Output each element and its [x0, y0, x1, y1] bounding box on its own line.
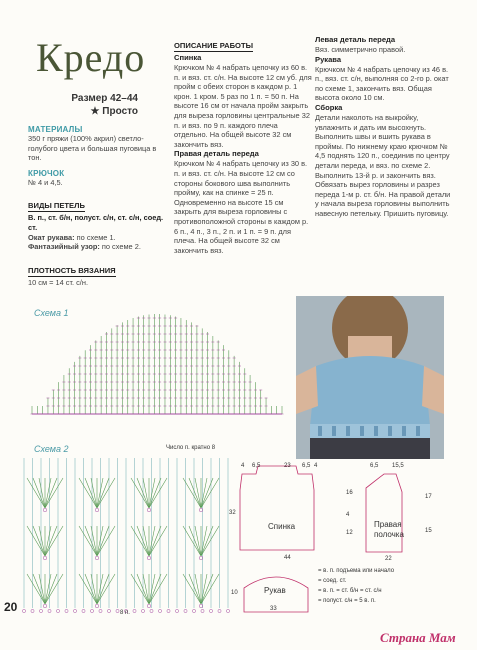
front-top-dim-2: 15,5: [392, 463, 404, 469]
difficulty-line: ★ Просто: [90, 106, 138, 117]
left-front-text: Вяз. симметрично правой.: [315, 45, 406, 54]
page-number: 20: [4, 600, 18, 614]
hook-text: № 4 и 4,5.: [28, 177, 63, 187]
back-top-dim-1: 4: [241, 463, 245, 469]
back-height-dim: 32: [229, 510, 236, 516]
back-top-dim-2: 6,5: [252, 463, 261, 469]
sleeve-cap-label: Окат рукава:: [28, 232, 75, 242]
fancy-pattern-text: по схеме 2.: [99, 242, 141, 252]
back-top-dim-4: 6,5: [302, 463, 311, 469]
front-label: Правая полочка: [374, 520, 404, 539]
back-top-dim-5: 4: [314, 463, 318, 469]
back-outline: [240, 466, 314, 550]
front-top-dim-1: 6,5: [370, 463, 379, 469]
sleeve-height-dim: 10: [231, 590, 238, 596]
right-column: [315, 35, 455, 219]
assembly-title: Сборка: [315, 102, 343, 112]
sleeves-title: Рукава: [315, 54, 342, 64]
sleeves-text: Крючком № 4 набрать цепочку из 46 в. п., вяз. ст. с/н, выполняя со 2-го р. окат по схеме 1, закончить вяз. Общая высота около 10 см.: [315, 64, 449, 103]
legend-item-1: = в. п. подъема или начало: [318, 568, 395, 574]
front-side-dim-2: 15: [425, 528, 432, 534]
schema1-label: Схема 1: [34, 308, 69, 318]
right-front-title: Правая деталь переда: [174, 149, 259, 159]
stitches-line3: [28, 242, 168, 252]
back-label: Спинка: [268, 522, 296, 531]
front-outline: [366, 474, 402, 552]
watermark-logo: Страна Мам: [380, 630, 456, 645]
back-side-dim-3: 12: [346, 530, 353, 536]
model-photo: [296, 296, 444, 459]
legend-item-3: = в. п. = ст. б/н = ст. с/н: [318, 588, 382, 594]
legend-item-2: = соед. ст.: [318, 578, 347, 584]
sleeve-label: Рукав: [264, 586, 286, 595]
schema2-chart: [20, 453, 235, 618]
size-line: Размер 42–44: [71, 93, 138, 104]
sleeve-width-dim: 33: [270, 606, 277, 612]
fancy-pattern-label: Фантазийный узор:: [28, 242, 100, 252]
sleeve-cap-text: по схеме 1.: [74, 232, 116, 242]
size-info: [60, 92, 138, 118]
back-top-dim-3: 23: [284, 463, 291, 469]
back-title: Спинка: [174, 53, 202, 62]
hook-heading: КРЮЧОК: [28, 168, 65, 178]
front-width-dim: 22: [385, 556, 392, 562]
legend: [318, 566, 394, 606]
density-text: 10 см = 14 ст. с/н.: [28, 277, 88, 287]
back-side-dim-1: 16: [346, 490, 353, 496]
left-column: [28, 125, 168, 287]
middle-column: [174, 35, 312, 255]
back-width-dim: 44: [284, 555, 291, 561]
schema2-label: Схема 2: [34, 444, 69, 454]
back-side-dim-2: 4: [346, 512, 350, 518]
front-side-dim-1: 17: [425, 494, 432, 500]
repeat-label: Число п. кратно 8: [166, 445, 216, 451]
page-title: Кредо: [36, 35, 146, 80]
schema1-chart: [22, 294, 292, 424]
stitches-line1: В. п., ст. б/н, полуст. с/н, ст. с/н, соед. ст.: [28, 213, 164, 232]
materials-heading: МАТЕРИАЛЫ: [28, 125, 83, 134]
materials-text: 350 г пряжи (100% акрил) светло-голубого цвета и большая пуговица в тон.: [28, 134, 157, 163]
left-front-title: Левая деталь переда: [315, 35, 396, 44]
right-front-text: Крючком № 4 набрать цепочку из 30 в. п. и вяз. ст. с/н. На высоте 12 см со стороны бокового шва выполнить пройму, как на спинке = 25 п. Одновременно на высоте 15 см закрыть для выреза горловины с противоположной стороны в каждом р. 6 п., 4 п., 3 п., 2 п. и 1 п. = 9 п. для плеча. На общей высоте 32 см закончить вяз.: [174, 159, 309, 255]
back-text: Крючком № 4 набрать цепочку из 60 в. п. и вяз. ст. с/н. На высоте 12 см уб. для пройм с обеих сторон в каждом р. 1 крон. 1 кром. 5 раз по 1 п. = 50 п. На высоте 16 см от начала пройм закрыть для выреза горловины центральные 32 п. и вяз. по 9 п. каждого плеча отдельно. На общей высоте 32 см закончить вяз.: [174, 63, 312, 149]
stitches-heading: ВИДЫ ПЕТЕЛЬ: [28, 201, 85, 211]
assembly-text: Детали наколоть на выкройку, увлажнить и дать им высохнуть. Выполнить швы и вшить рукава в проймы. По нижнему краю крючком № 4,5 поднять 120 п., соединив по центру детали переда, и вяз. по схеме 2. Выполнить 13-й р. и закончить вяз. Обвязать вырез горловины и разрез переда 1-м р. ст. б/н. На правой детали у начала выреза горловины выполнить навесную петельку. Пришить пуговицу.: [315, 112, 451, 218]
work-heading: ОПИСАНИЕ РАБОТЫ: [174, 41, 254, 50]
stitches-line2: [28, 233, 168, 243]
legend-item-4: = полуст. с/н = 5 в. п.: [318, 598, 376, 604]
repeat-bottom-label: 8 п.: [120, 610, 130, 616]
density-heading: ПЛОТНОСТЬ ВЯЗАНИЯ: [28, 265, 116, 275]
